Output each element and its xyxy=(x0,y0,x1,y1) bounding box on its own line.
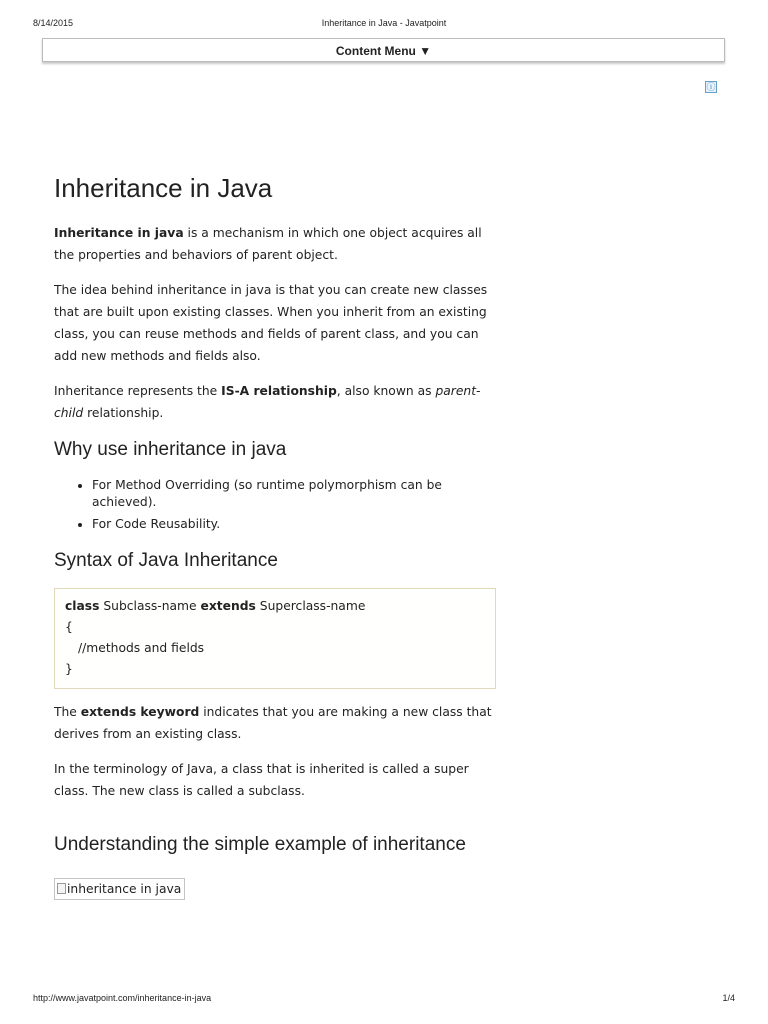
code-keyword-extends: extends xyxy=(200,599,256,613)
content-menu-button[interactable]: Content Menu ▼ xyxy=(42,38,725,62)
code-line: } xyxy=(65,662,73,676)
code-subclass: Subclass-name xyxy=(99,599,201,613)
code-superclass: Superclass-name xyxy=(255,599,366,613)
isa-text-middle: , also known as xyxy=(336,384,436,398)
page-number: 1/4 xyxy=(722,993,735,1003)
intro-bold: Inheritance in java xyxy=(54,226,184,240)
image-alt-text: inheritance in java xyxy=(67,882,182,896)
extends-text-before: The xyxy=(54,705,81,719)
isa-bold: IS-A relationship xyxy=(221,384,337,398)
intro-paragraph xyxy=(54,222,496,266)
extends-paragraph xyxy=(54,701,496,745)
why-list xyxy=(54,477,496,533)
why-heading: Why use inheritance in java xyxy=(54,439,287,460)
print-date: 8/14/2015 xyxy=(33,18,74,28)
info-icon[interactable]: ⓘ xyxy=(706,83,716,93)
print-footer xyxy=(0,993,768,1007)
broken-image-icon xyxy=(57,883,66,894)
code-line: //methods and fields xyxy=(78,641,205,655)
extends-bold: extends keyword xyxy=(80,705,200,719)
terminology-paragraph: In the terminology of Java, a class that is inherited is called a super class. The new class is called a subclass. xyxy=(54,762,469,798)
inheritance-diagram-image xyxy=(54,878,185,900)
list-item: • For Code Reusability. xyxy=(92,516,496,533)
idea-paragraph: The idea behind inheritance in java is that you can create new classes that are built upon existing classes. When you inherit from an existing class, you can reuse methods and fields of parent class, and you can add new methods and fields also. xyxy=(54,283,488,363)
extends-text-after: indicates that you are making a new class that derives from an existing class. xyxy=(54,705,492,741)
page-title: Inheritance in Java xyxy=(54,173,273,203)
intro-text: is a mechanism in which one object acquires all the properties and behaviors of parent object. xyxy=(54,226,482,262)
code-block xyxy=(54,588,496,689)
example-heading: Understanding the simple example of inheritance xyxy=(54,834,466,855)
code-line xyxy=(65,596,485,617)
print-header xyxy=(0,18,768,32)
isa-text-before: Inheritance represents the xyxy=(54,384,222,398)
syntax-heading: Syntax of Java Inheritance xyxy=(54,550,278,571)
isa-text-after: relationship. xyxy=(83,406,164,420)
code-line: { xyxy=(65,620,73,634)
code-keyword-class: class xyxy=(65,599,100,613)
print-page-title: Inheritance in Java - Javatpoint xyxy=(321,18,447,28)
list-item: • For Method Overriding (so runtime polymorphism can be achieved). xyxy=(92,477,496,511)
isa-paragraph xyxy=(54,380,496,424)
isa-italic: parent-child xyxy=(54,384,481,420)
article xyxy=(54,170,496,900)
print-url: http://www.javatpoint.com/inheritance-in-java xyxy=(33,993,212,1003)
